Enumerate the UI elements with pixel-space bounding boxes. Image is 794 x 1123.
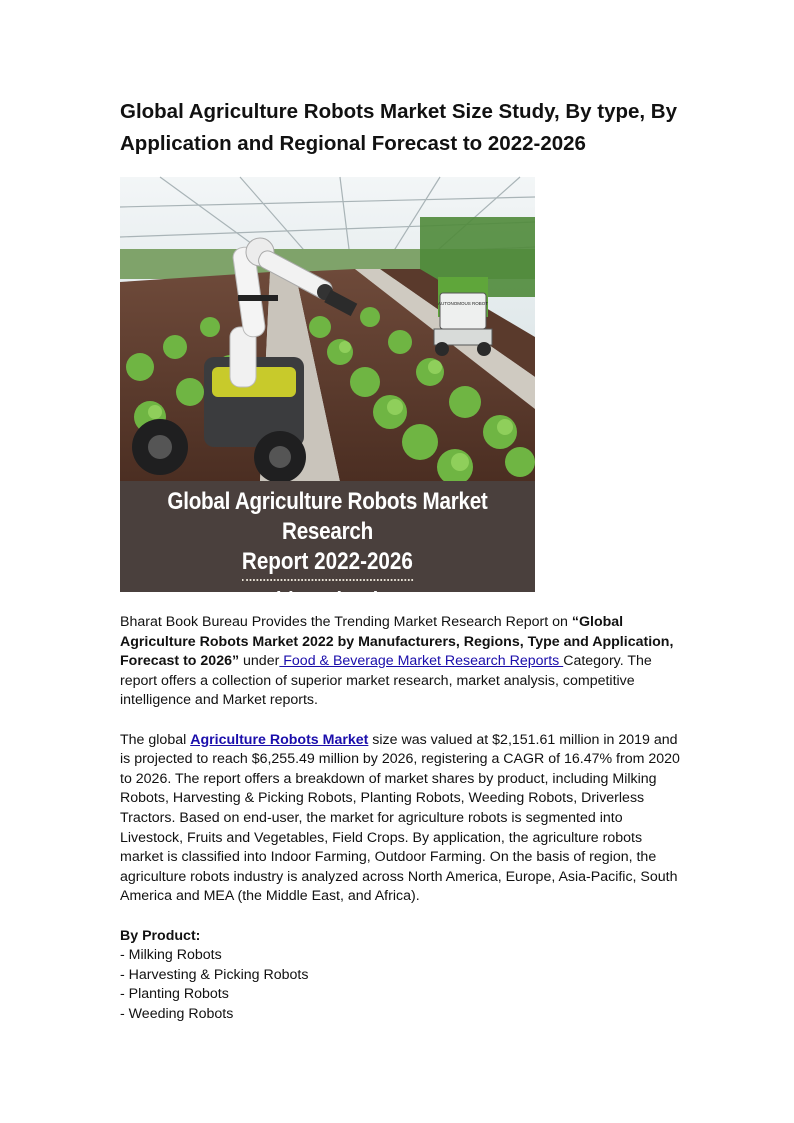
by-product-heading: By Product: — [120, 927, 201, 944]
greenhouse-robot-illustration — [120, 177, 535, 482]
category-link[interactable]: Food & Beverage Market Research Reports — [279, 653, 564, 670]
intro-paragraph: Bharat Book Bureau Provides the Trending Market Research Report on “Global Agriculture Robots Market 2022 by Manufacturers, Regions, Type and Application, Forecast to 2026” under Food & Beverage Market Research Reports Category. The report offers a collection of superior market research, market analysis, competitive intelligence and Market reports. — [120, 614, 674, 709]
document-page — [120, 96, 680, 1024]
report-name: “Global Agriculture Robots Market 2022 by Manufacturers, Regions, Type and Application, Forecast to 2026” — [120, 614, 674, 670]
overview-paragraph: The global Agriculture Robots Market size was valued at $2,151.61 million in 2019 and is projected to reach $6,255.49 million by 2026, registering a CAGR of 16.47% from 2020 to 2026. The report offers a breakdown of market shares by product, including Milking Robots, Harvesting & Picking Robots, Planting Robots, Weeding Robots, Driverless Tractors. Based on end-user, the market for agriculture robots is segmented into Livestock, Fruits and Vegetables, Field Crops. By application, the agriculture robots market is classified into Indoor Farming, Outdoor Farming. On the basis of region, the agriculture robots industry is analyzed across North America, Europe, Asia-Pacific, South America and MEA (the Middle East, and Africa). — [120, 731, 680, 905]
autonomous-robot-small — [434, 277, 492, 356]
svg-text:AUTONOMOUS ROBOT: AUTONOMOUS ROBOT — [438, 301, 488, 306]
list-item: - Weeding Robots — [120, 1005, 234, 1022]
market-link[interactable]: Agriculture Robots Market — [190, 731, 369, 748]
list-item: - Milking Robots — [120, 947, 222, 964]
banner-title: Global Agriculture Robots Market Research — [167, 488, 488, 545]
product-list — [120, 946, 680, 1024]
list-item: - Planting Robots — [120, 986, 229, 1003]
page-title: Global Agriculture Robots Market Size Study, By type, By Application and Regional Forecast to 2022-2026 — [120, 100, 678, 155]
banner-subtitle: Report 2022-2026 — [242, 547, 413, 581]
cover-banner — [120, 481, 535, 613]
report-cover-image — [120, 177, 535, 613]
banner-url: www.bharatbook.com — [225, 587, 430, 613]
list-item: - Harvesting & Picking Robots — [120, 966, 309, 983]
